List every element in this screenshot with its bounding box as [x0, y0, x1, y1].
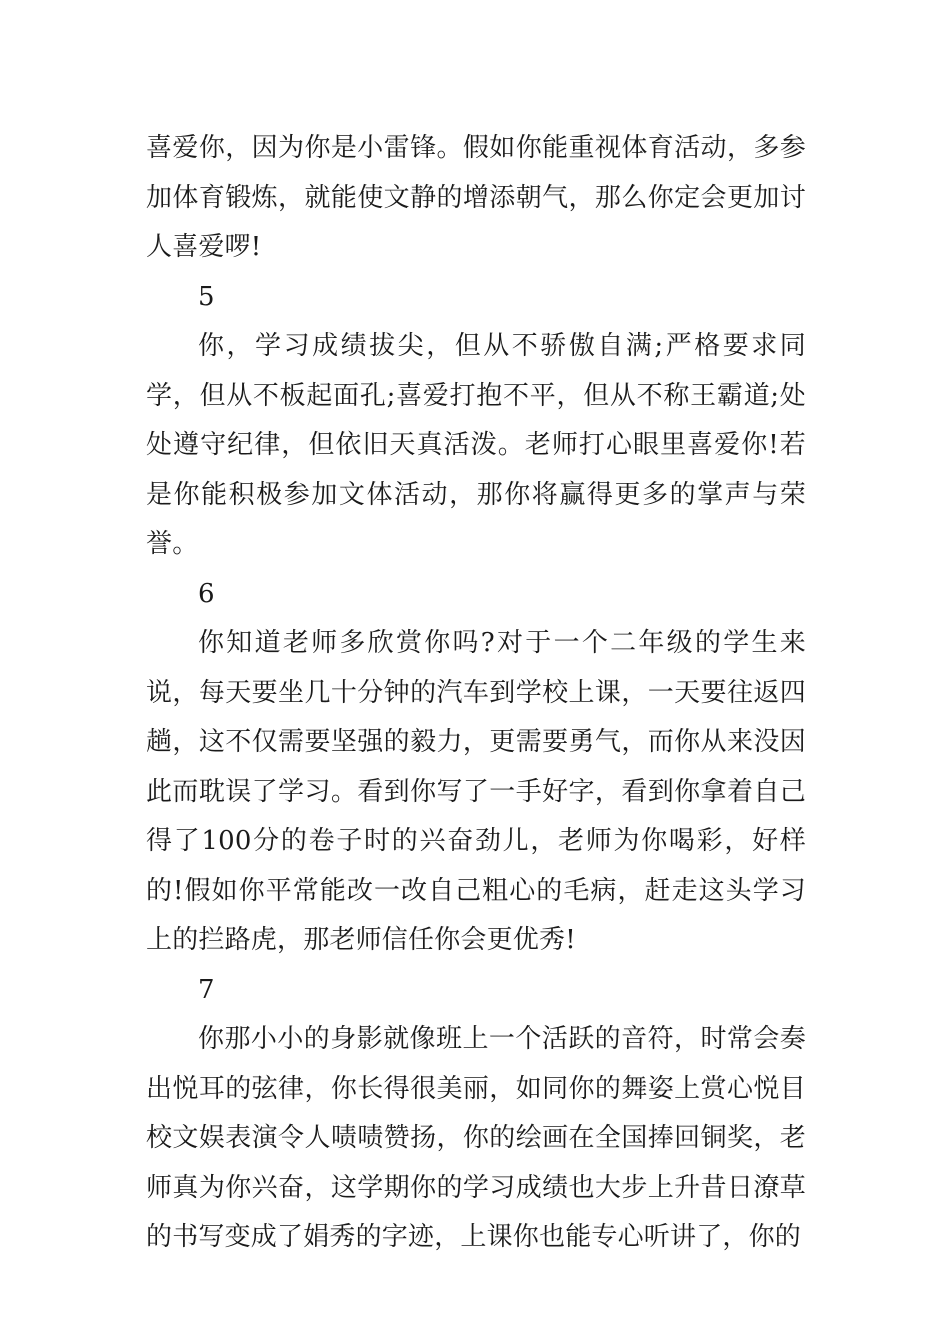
- section-number-7: 7: [198, 974, 215, 1005]
- section-number-6: 6: [198, 578, 215, 609]
- section-number-5: 5: [198, 281, 215, 312]
- paragraph-continued: 喜爱你，因为你是小雷锋。假如你能重视体育活动，多参加体育锻炼，就能使文静的增添朝气，那么你定会更加讨人喜爱啰!: [146, 133, 806, 262]
- document-body: [146, 124, 806, 1263]
- paragraph-7: 你那小小的身影就像班上一个活跃的音符，时常会奏出悦耳的弦律，你长得很美丽，如同你的舞姿上赏心悦目校文娱表演令人啧啧赞扬，你的绘画在全国捧回铜奖，老师真为你兴奋，这学期你的学习成绩也大步上升昔日潦草的书写变成了娟秀的字迹，上课你也能专心听讲了，你的: [146, 1024, 806, 1252]
- paragraph-5: 你，学习成绩拔尖，但从不骄傲自满;严格要求同学，但从不板起面孔;喜爱打抱不平，但从不称王霸道;处处遵守纪律，但依旧天真活泼。老师打心眼里喜爱你!若是你能积极参加文体活动，那你将赢得更多的掌声与荣誉。: [146, 331, 806, 559]
- paragraph-6: 你知道老师多欣赏你吗?对于一个二年级的学生来说，每天要坐几十分钟的汽车到学校上课，一天要往返四趟，这不仅需要坚强的毅力，更需要勇气，而你从来没因此而耽误了学习。看到你写了一手好字，看到你拿着自己得了100分的卷子时的兴奋劲儿，老师为你喝彩，好样的!假如你平常能改一改自己粗心的毛病，赶走这头学习上的拦路虎，那老师信任你会更优秀!: [146, 628, 806, 955]
